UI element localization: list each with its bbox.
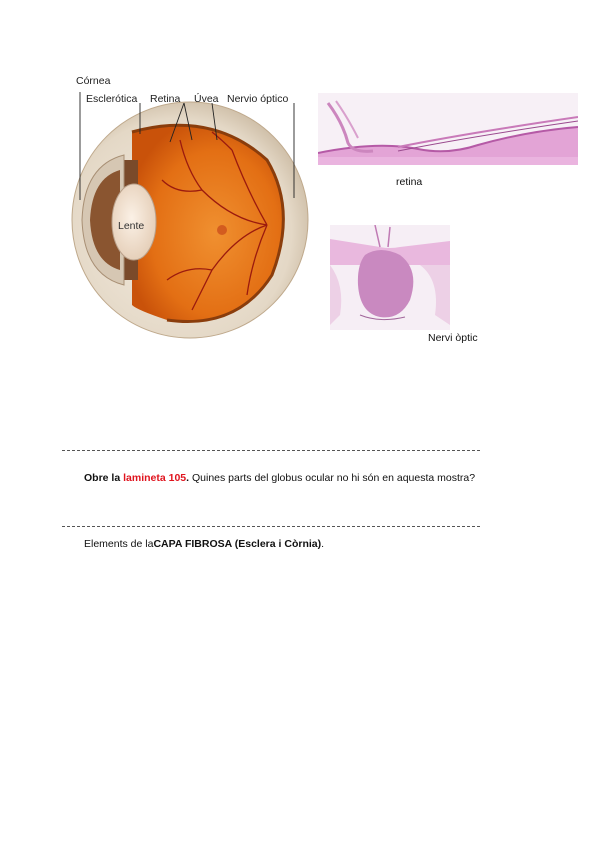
optic-nerve-micrograph	[330, 225, 450, 330]
label-lens: Lente	[118, 220, 145, 232]
label-optic-nerve: Nervio óptico	[227, 93, 289, 105]
retina-tissue-image	[318, 93, 578, 165]
question-period: .	[186, 472, 190, 484]
answer-lead: Elements de la	[84, 538, 154, 550]
answer-end: .	[321, 538, 325, 550]
separator-line	[62, 526, 480, 527]
answer-bold: CAPA FIBROSA (Esclera i Còrnia)	[153, 538, 322, 550]
question-lead: Obre la	[84, 472, 121, 484]
retina-caption: retina	[396, 176, 423, 188]
label-retina: Retina	[150, 93, 181, 105]
eye-anatomy-diagram	[62, 70, 312, 345]
separator-line	[62, 450, 480, 451]
label-sclera: Esclerótica	[86, 93, 138, 105]
label-cornea: Córnea	[76, 75, 111, 87]
question-text: Quines parts del globus ocular no hi són en aquesta mostra?	[192, 472, 476, 484]
label-uvea: Úvea	[194, 93, 219, 105]
optic-nerve-caption: Nervi òptic	[428, 332, 478, 344]
optic-nerve-tissue-image	[330, 225, 450, 330]
answer-paragraph	[84, 538, 324, 550]
eye-illustration	[62, 70, 312, 345]
question-paragraph	[84, 472, 475, 484]
slide-reference: lamineta 105	[123, 472, 187, 484]
retina-micrograph	[318, 93, 578, 165]
